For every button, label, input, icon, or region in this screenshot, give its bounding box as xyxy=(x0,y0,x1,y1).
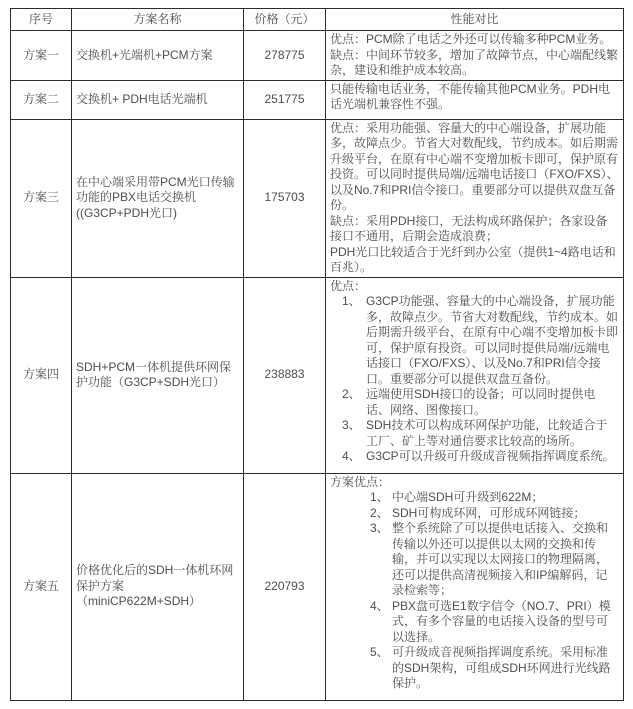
perf-list-intro: 优点： xyxy=(330,278,367,293)
row-seq: 方案三 xyxy=(11,119,72,277)
row-seq: 方案二 xyxy=(11,80,72,119)
scheme-price: 175703 xyxy=(244,119,326,277)
scheme-name: 交换机+光端机+PCM方案 xyxy=(72,31,244,81)
list-item-number: 4、 xyxy=(342,449,361,463)
scheme-price: 220793 xyxy=(244,473,326,700)
list-item-number: 1、 xyxy=(342,294,361,308)
performance-cell xyxy=(326,119,624,277)
scheme-price: 278775 xyxy=(244,31,326,81)
perf-list-item xyxy=(330,506,619,522)
scheme-name: 价格优化后的SDH一体机环网保护方案（miniCP622M+SDH） xyxy=(72,473,244,700)
row-seq: 方案五 xyxy=(11,473,72,700)
table-row xyxy=(11,80,624,119)
list-item-text: 远端使用SDH接口的设备；可以同时提供电话、网络、图像接口。 xyxy=(366,387,596,417)
header-performance: 性能对比 xyxy=(326,9,624,31)
perf-paragraph: PDH光口比较适合于光纤到办公室（提供1~4路电话和百兆）。 xyxy=(330,244,616,274)
list-item-text: G3CP可以升级可升级成音视频指挥调度系统。 xyxy=(366,449,615,463)
row-seq: 方案四 xyxy=(11,277,72,473)
perf-list-item xyxy=(330,294,619,387)
row-seq: 方案一 xyxy=(11,31,72,81)
list-item-text: 中心端SDH可升级到622M； xyxy=(392,490,544,504)
list-item-number: 3、 xyxy=(342,418,361,432)
performance-cell xyxy=(326,31,624,81)
list-item-text: G3CP功能强、容量大的中心端设备，扩展功能多，故障点少。节省大对数配线，节约成本。如后期需升级平台，在原有中心端不变增加板卡即可，保护原有投资。可以同时提供局端/远端电话接口（FXO/FXS）、以及No.7和PRI信令接口。重要部分可以提供双盘互备份。 xyxy=(366,294,619,386)
performance-cell xyxy=(326,80,624,119)
header-row xyxy=(11,9,624,31)
perf-list-item xyxy=(330,645,619,692)
performance-cell xyxy=(326,473,624,700)
list-item-text: PBX盘可选E1数字信令（NO.7、PRI）模式，有多个容量的电话接入设备的型号可以选择。 xyxy=(392,598,611,644)
perf-paragraph: 缺点：中间环节较多，增加了故障节点，中心端配线繁杂，建设和维护成本较高。 xyxy=(330,47,619,77)
comparison-table xyxy=(10,8,624,701)
list-item-text: SDH技术可以构成环网保护功能，比较适合于工厂、矿上等对通信要求比较高的场所。 xyxy=(366,418,608,448)
list-item-number: 1、 xyxy=(370,490,389,504)
list-item-number: 5、 xyxy=(370,645,389,659)
scheme-name: 在中心端采用带PCM光口传输功能的PBX电话交换机((G3CP+PDH光口) xyxy=(72,119,244,277)
header-scheme-name: 方案名称 xyxy=(72,9,244,31)
list-item-number: 3、 xyxy=(370,521,389,535)
perf-paragraph: 缺点：采用PDH接口，无法构成环路保护；各家设备接口不通用，后期会造成浪费； xyxy=(330,213,608,243)
scheme-name: 交换机+ PDH电话光端机 xyxy=(72,80,244,119)
perf-list-item xyxy=(330,387,619,418)
perf-list-intro: 方案优点： xyxy=(330,474,391,489)
perf-list-item xyxy=(330,490,619,506)
scheme-price: 238883 xyxy=(244,277,326,473)
list-item-number: 4、 xyxy=(370,598,389,613)
table-row xyxy=(11,31,624,81)
perf-paragraph: 只能传输电话业务，不能传输其他PCM业务。PDH电话光端机兼容性不强。 xyxy=(330,81,611,111)
list-item-text: 整个系统除了可以提供电话接入、交换和传输以外还可以提供以太网的交换和传输，并可以实现以太网接口的物理隔离，还可以提供高清视频接入和IP编解码，记录检索等； xyxy=(392,521,609,597)
perf-paragraph: 优点：PCM除了电话之外还可以传输多种PCM业务。 xyxy=(330,32,612,46)
list-item-number: 2、 xyxy=(370,505,389,520)
table-row xyxy=(11,119,624,277)
list-item-text: SDH可构成环网，可形成环网链接； xyxy=(392,505,586,520)
perf-list-item xyxy=(330,449,619,465)
list-item-number: 2、 xyxy=(342,387,361,401)
table-row xyxy=(11,473,624,700)
perf-list-item xyxy=(330,418,619,449)
header-price: 价格（元） xyxy=(244,9,326,31)
perf-list-item xyxy=(330,521,619,599)
scheme-price: 251775 xyxy=(244,80,326,119)
performance-cell xyxy=(326,277,624,473)
scheme-name: SDH+PCM一体机提供环网保护功能（G3CP+SDH光口） xyxy=(72,277,244,473)
list-item-text: 可升级成音视频指挥调度系统。采用标准的SDH架构，可组成SDH环网进行光线路保护。 xyxy=(392,645,611,690)
perf-list-item xyxy=(330,599,619,646)
table-row xyxy=(11,277,624,473)
header-seq: 序号 xyxy=(11,9,72,31)
perf-paragraph: 优点：采用功能强、容量大的中心端设备，扩展功能多，故障点少。节省大对数配线，节约成本。如后期需升级平台，在原有中心端不变增加板卡即可，保护原有投资。可以同时提供局端/远端电话接口（FXO/FXS）、以及No.7和PRI信令接口。重要部分可以提供双盘互备份。 xyxy=(330,120,619,212)
